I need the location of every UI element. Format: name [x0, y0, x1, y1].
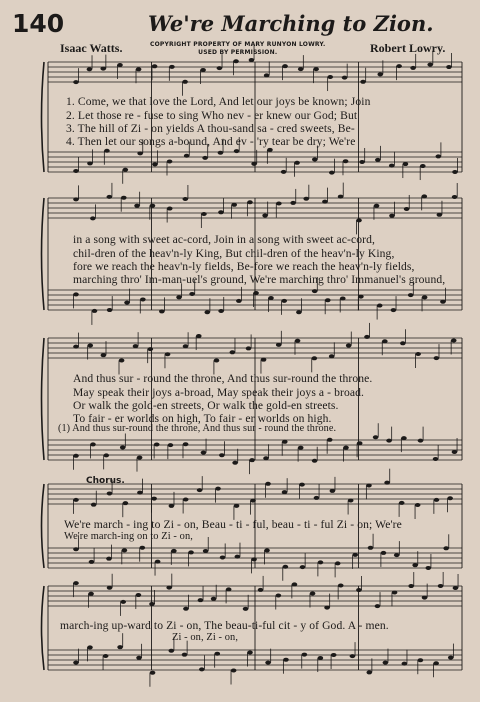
treble-notes-2	[73, 183, 457, 235]
composer: Robert Lowry.	[370, 41, 446, 55]
bass-lyrics-line-3: (1) And thus sur-round the throne, And thus sur - round the throne.	[58, 423, 337, 434]
verse-2-line-2: chil-dren of the heav'n-ly King, But chil-dren of the heav'n-ly King,	[73, 247, 395, 260]
system-brace-5	[42, 586, 45, 670]
chorus-soprano-line-1: We're march - ing to Zi - on, Beau - ti - ful, beau - ti - ful Zi - on; We're	[64, 518, 402, 531]
system-brace-4	[42, 484, 45, 568]
treble-notes-5	[73, 572, 458, 616]
verse-4-line-3: To fair - er worlds on high, To fair - er worlds on high.	[73, 412, 332, 425]
verse-1-line-1: 1. Come, we that love the Lord, And let our joys be known; Join	[66, 95, 371, 108]
copyright-line-1: COPYRIGHT PROPERTY OF MARY RUNYON LOWRY.	[150, 41, 326, 48]
verse-2-line-1: 2. Let those re - fuse to sing Who nev - er knew our God; But	[66, 109, 358, 122]
verse-3-line-2: fore we reach the heav'n-ly fields, Be-fore we reach the heav'n-ly fields,	[73, 260, 415, 273]
chorus-soprano-line-2: march-ing up-ward to Zi - on, The beau-ti-ful cit - y of God. A - men.	[60, 619, 389, 632]
treble-notes-3	[73, 323, 456, 375]
verse-2-line-3: May speak their joys a-broad, May speak their joys a - broad.	[73, 386, 365, 399]
verse-1-line-2: in a song with sweet ac-cord, Join in a song with sweet ac-cord,	[73, 233, 375, 246]
author: Isaac Watts.	[60, 41, 123, 55]
hymn-number: 140	[12, 9, 65, 38]
system-brace-1	[42, 62, 45, 172]
chorus-bass-line-1: We're march-ing on to Zi - on,	[64, 531, 193, 542]
treble-notes-1	[73, 46, 452, 96]
verse-1-line-3: And thus sur - round the throne, And thus sur-round the throne.	[73, 372, 373, 385]
copyright-line-2: USED BY PERMISSION.	[198, 48, 278, 56]
chorus-label: Chorus.	[86, 476, 125, 486]
chorus-bass-line-2: Zi - on, Zi - on,	[172, 632, 239, 643]
system-brace-3	[42, 338, 45, 460]
verse-4-line-2: marching thro' Im-man-uel's ground, We're marching thro' Immanuel's ground,	[73, 273, 446, 286]
verse-4-line-1: 4. Then let our songs a-bound, And ev - 'ry tear be dry; We're	[66, 135, 356, 148]
system-brace-2	[42, 198, 45, 310]
hymn-title: We're Marching to Zion.	[148, 11, 434, 36]
verse-3-line-3: Or walk the gold-en streets, Or walk the gold-en streets.	[73, 399, 339, 412]
verse-3-line-1: 3. The hill of Zi - on yields A thou-sand sa - cred sweets, Be-	[66, 122, 355, 135]
